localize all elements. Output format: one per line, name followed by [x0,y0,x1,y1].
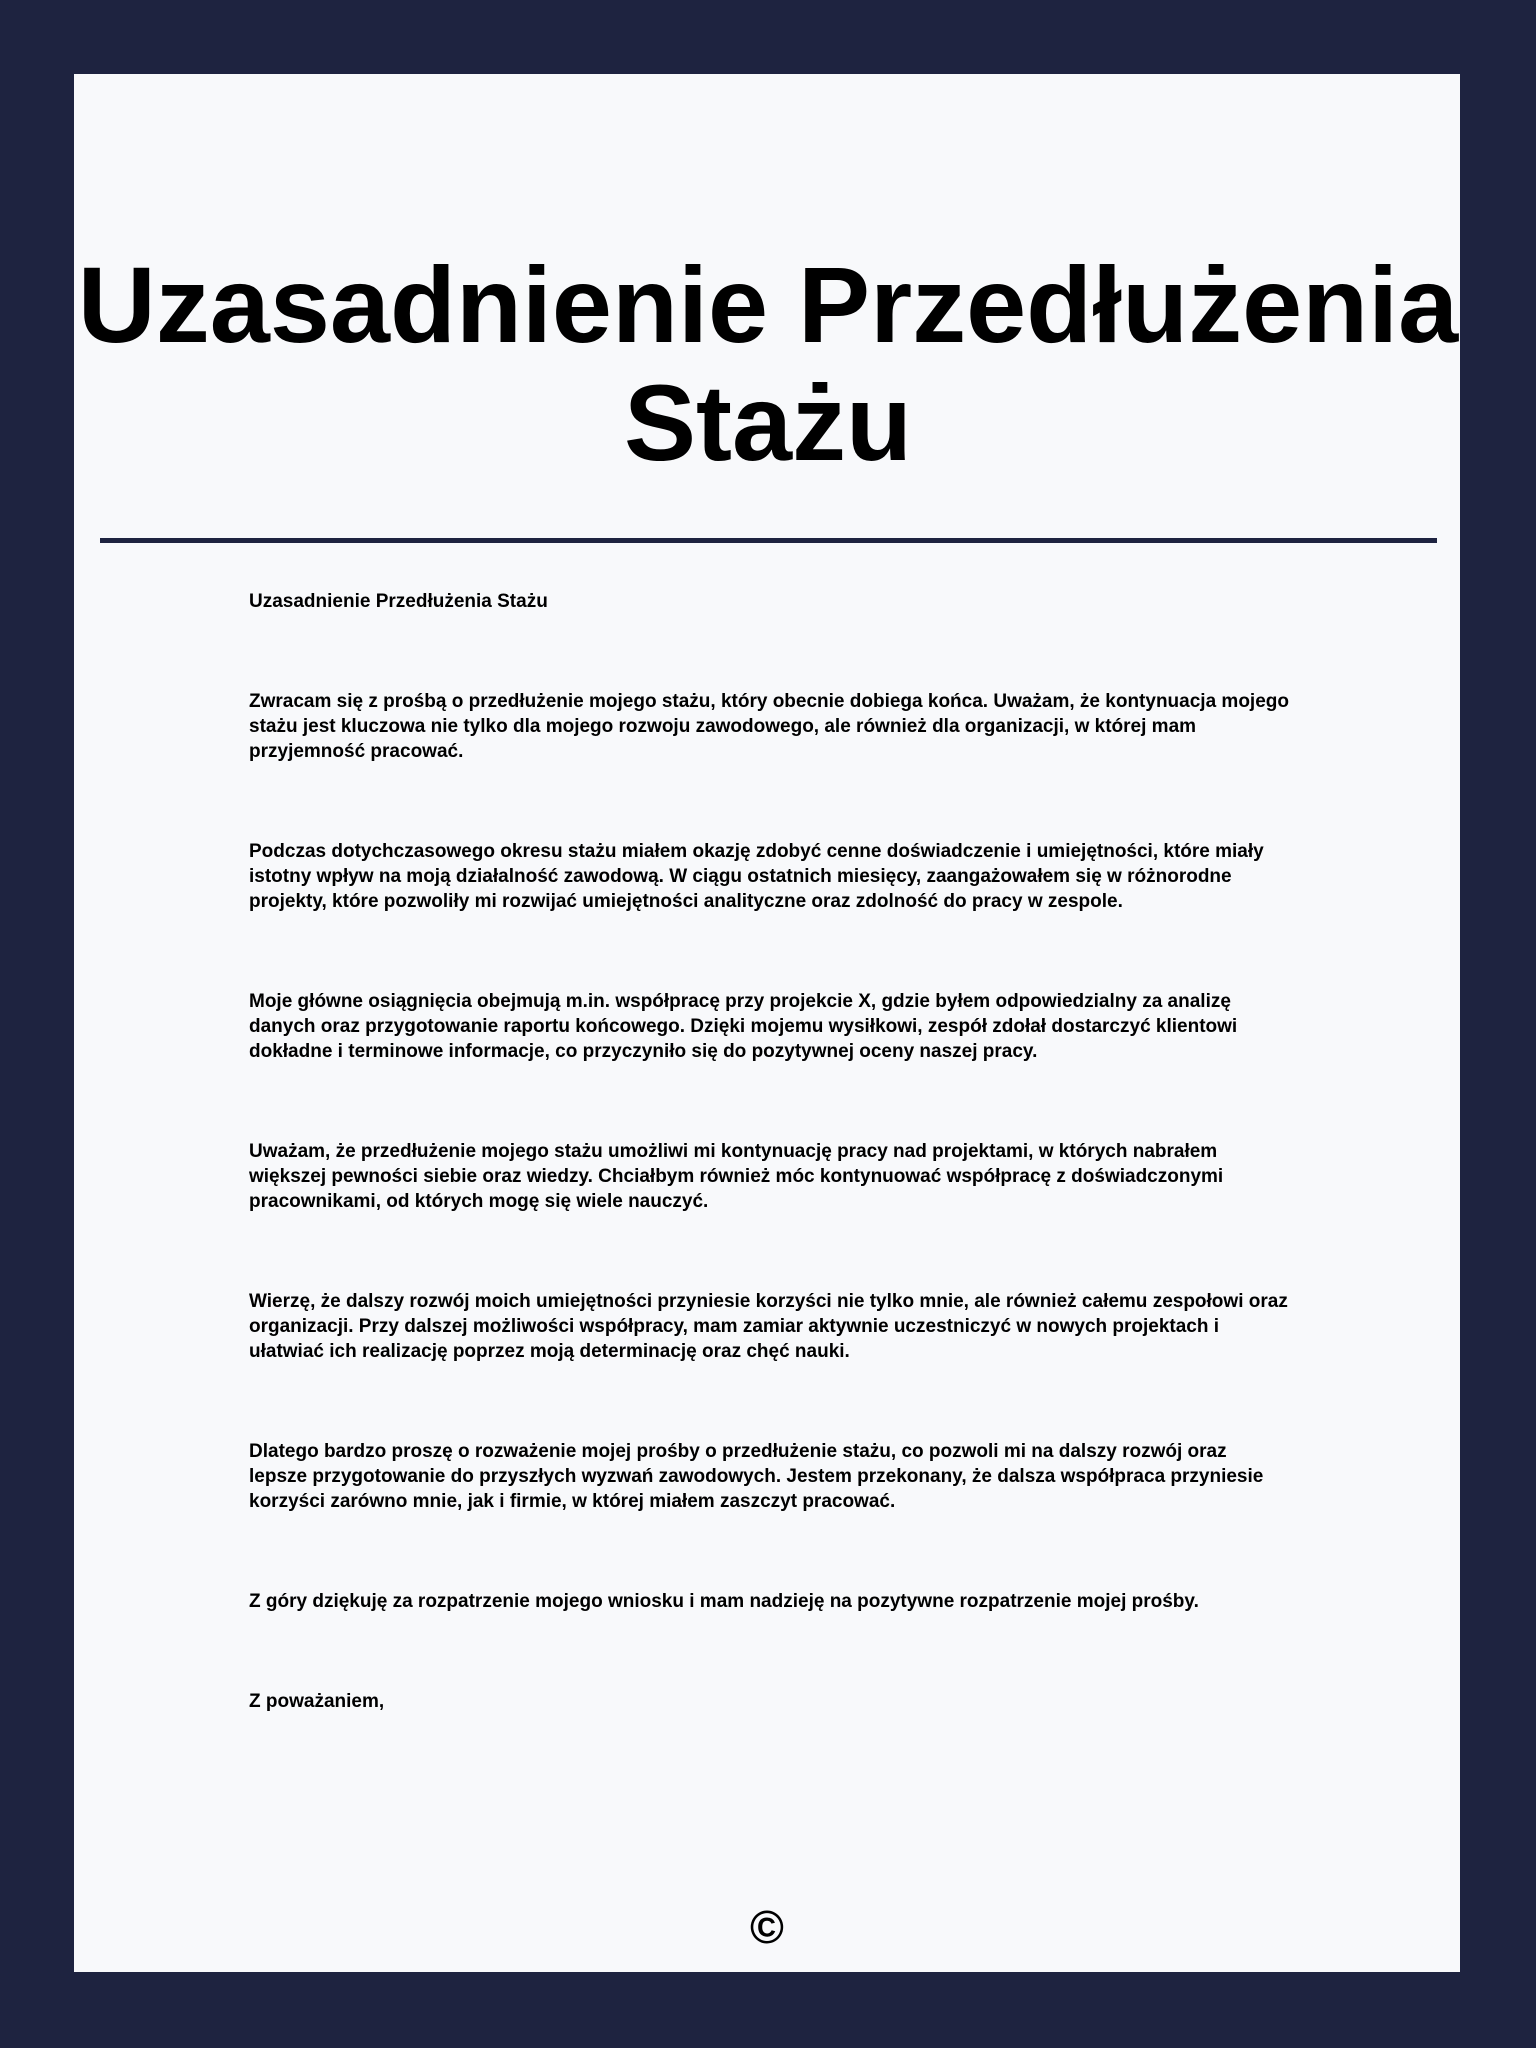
paragraph: Zwracam się z prośbą o przedłużenie mojego stażu, który obecnie dobiega końca. Uważam, że kontynuacja mojego stażu jest kluczowa nie tylko dla mojego rozwoju zawodowego, ale również dla organizacji, w której mam przyjemność pracować. [249,691,1289,762]
closing: Z poważaniem, [249,1691,385,1712]
title-divider [100,538,1437,543]
paragraph: Wierzę, że dalszy rozwój moich umiejętności przyniesie korzyści nie tylko mnie, ale również całemu zespołowi oraz organizacji. Przy dalszej możliwości współpracy, mam zamiar aktywnie uczestniczyć w nowych projektach i ułatwiać ich realizację poprzez moją determinację oraz chęć nauki. [249,1291,1288,1362]
paragraph: Podczas dotychczasowego okresu stażu miałem okazję zdobyć cenne doświadczenie i umiejętności, które miały istotny wpływ na moją działalność zawodową. W ciągu ostatnich miesięcy, zaangażowałem się w różnorodne projekty, które pozwoliły mi rozwijać umiejętności analityczne oraz zdolność do pracy w zespole. [249,841,1264,912]
paragraph: Uważam, że przedłużenie mojego stażu umożliwi mi kontynuację pracy nad projektami, w których nabrałem większej pewności siebie oraz wiedzy. Chciałbym również móc kontynuować współpracę z doświadczonymi pracownikami, od których mogę się wiele nauczyć. [249,1141,1224,1212]
paragraph: Dlatego bardzo proszę o rozważenie mojej prośby o przedłużenie stażu, co pozwoli mi na dalszy rozwój oraz lepsze przygotowanie do przyszłych wyzwań zawodowych. Jestem przekonany, że dalsza współpraca przyniesie korzyści zarówno mnie, jak i firmie, w której miałem zaszczyt pracować. [249,1441,1264,1512]
document-body [249,589,1289,1789]
page-title: Uzasadnienie Przedłużenia Stażu [77,244,1459,483]
document-page [74,74,1460,1972]
copyright-icon: © [750,1901,784,1953]
paragraph: Z góry dziękuję za rozpatrzenie mojego wniosku i mam nadzieję na pozytywne rozpatrzenie mojej prośby. [249,1591,1199,1612]
document-subtitle: Uzasadnienie Przedłużenia Stażu [249,591,548,612]
paragraph: Moje główne osiągnięcia obejmują m.in. współpracę przy projekcie X, gdzie byłem odpowiedzialny za analizę danych oraz przygotowanie raportu końcowego. Dzięki mojemu wysiłkowi, zespół zdołał dostarczyć klientowi dokładne i terminowe informacje, co przyczyniło się do pozytywnej oceny naszej pracy. [249,991,1238,1062]
